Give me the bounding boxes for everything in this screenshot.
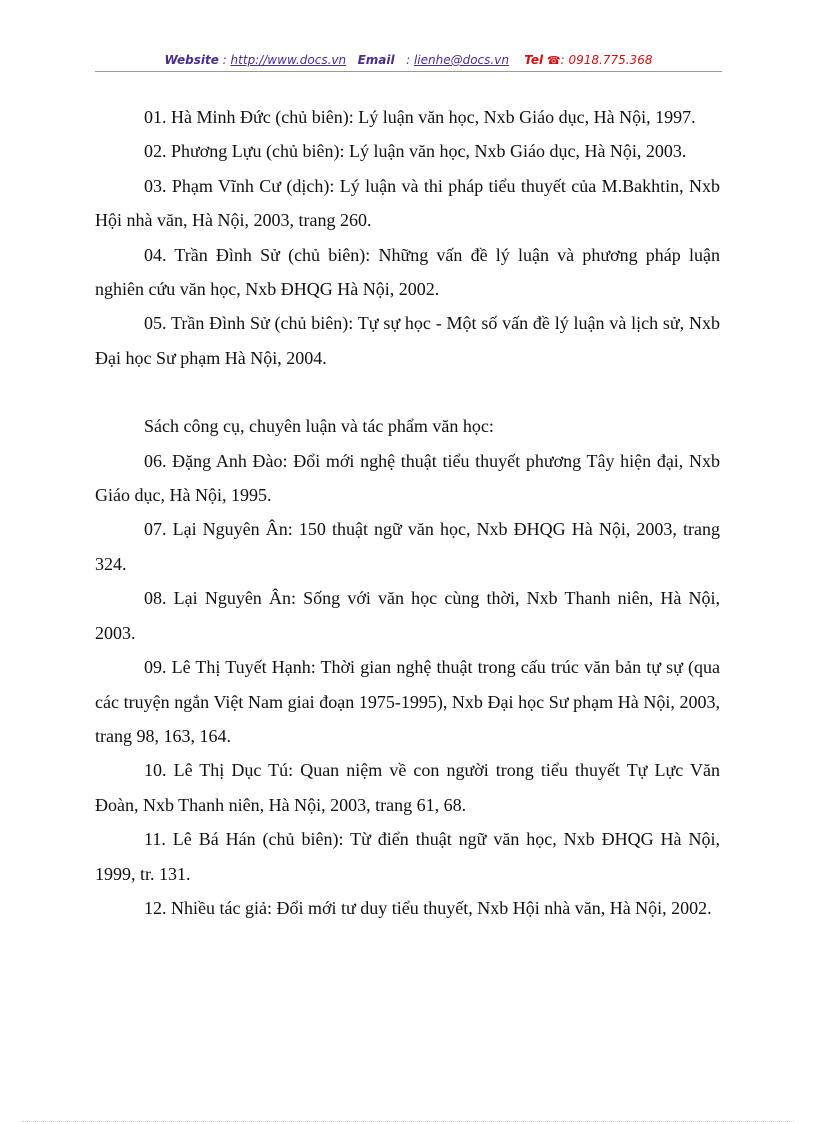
reference-item: 12. Nhiều tác giả: Đổi mới tư duy tiểu thuyết, Nxb Hội nhà văn, Hà Nội, 2002. xyxy=(144,897,712,918)
reference-item: 06. Đặng Anh Đào: Đổi mới nghệ thuật tiểu thuyết phương Tây hiện đại, Nxb Giáo dục, Hà Nội, 1995. xyxy=(95,450,720,506)
reference-item: 04. Trần Đình Sử (chủ biên): Những vấn đề lý luận và phương pháp luận nghiên cứu văn học, Nxb ĐHQG Hà Nội, 2002. xyxy=(95,244,720,300)
reference-item: 11. Lê Bá Hán (chủ biên): Từ điển thuật ngữ văn học, Nxb ĐHQG Hà Nội, 1999, tr. 131. xyxy=(95,829,720,884)
reference-item: 03. Phạm Vĩnh Cư (dịch): Lý luận và thi pháp tiểu thuyết của M.Bakhtin, Nxb Hội nhà văn, Hà Nội, 2003, trang 260. xyxy=(95,175,720,231)
section-heading: Sách công cụ, chuyên luận và tác phẩm văn học: xyxy=(144,416,494,437)
website-label: Website xyxy=(164,53,219,67)
tel-value: : 0918.775.368 xyxy=(560,53,653,67)
header-divider xyxy=(95,71,722,72)
reference-item: 09. Lê Thị Tuyết Hạnh: Thời gian nghệ thuật trong cấu trúc văn bản tự sự (qua các truyện ngắn Việt Nam giai đoạn 1975-1995), Nxb Đại học Sư phạm Hà Nội, 2003, trang 98, 163, 164. xyxy=(95,657,720,746)
document-body xyxy=(95,100,720,925)
email-label: Email xyxy=(357,53,395,67)
section-gap xyxy=(95,375,720,409)
page-bottom-border xyxy=(22,1121,794,1122)
reference-item: 08. Lại Nguyên Ân: Sống với văn học cùng thời, Nxb Thanh niên, Hà Nội, 2003. xyxy=(95,588,720,643)
website-colon: : xyxy=(222,53,227,67)
reference-item: 07. Lại Nguyên Ân: 150 thuật ngữ văn học, Nxb ĐHQG Hà Nội, 2003, trang 324. xyxy=(95,519,720,574)
reference-item: 01. Hà Minh Đức (chủ biên): Lý luận văn học, Nxb Giáo dục, Hà Nội, 1997. xyxy=(144,107,696,127)
page-header xyxy=(95,50,722,72)
tel-label: Tel xyxy=(524,53,544,67)
email-colon: : xyxy=(406,53,411,67)
reference-item: 10. Lê Thị Dục Tú: Quan niệm về con người trong tiểu thuyết Tự Lực Văn Đoàn, Nxb Thanh niên, Hà Nội, 2003, trang 61, 68. xyxy=(95,760,720,815)
website-link[interactable]: http://www.docs.vn xyxy=(230,53,347,67)
email-link[interactable]: lienhe@docs.vn xyxy=(413,53,509,67)
reference-item: 05. Trần Đình Sử (chủ biên): Tự sự học - Một số vấn đề lý luận và lịch sử, Nxb Đại học Sư phạm Hà Nội, 2004. xyxy=(95,313,720,368)
reference-item: 02. Phương Lựu (chủ biên): Lý luận văn học, Nxb Giáo dục, Hà Nội, 2003. xyxy=(144,141,687,162)
phone-icon: ☎ xyxy=(546,54,561,67)
